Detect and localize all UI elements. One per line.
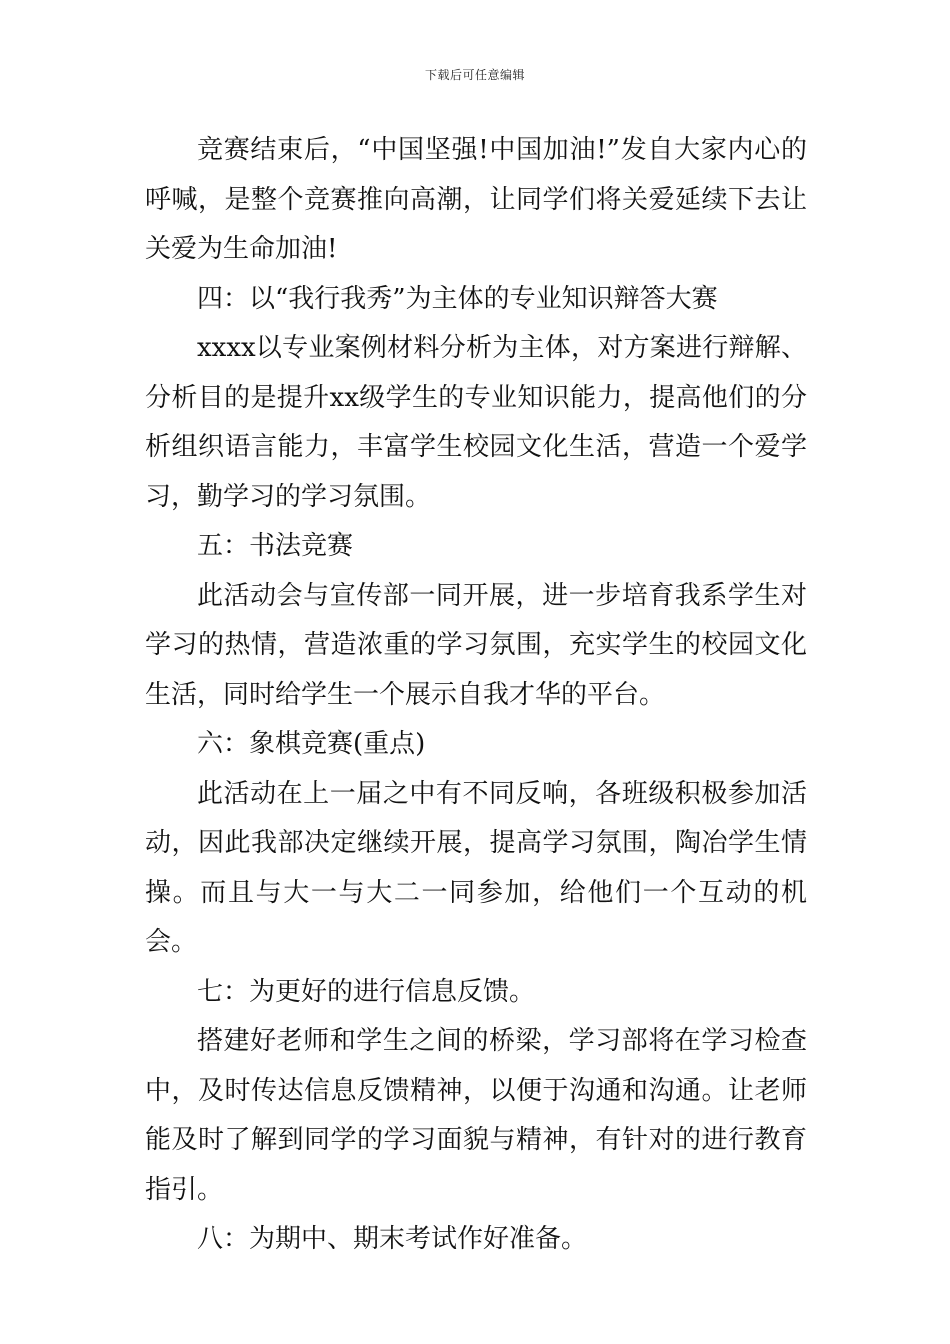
section-heading-6: 六：象棋竞赛(重点) xyxy=(197,729,426,759)
section-heading-5: 五：书法竞赛 xyxy=(197,531,354,561)
document-body xyxy=(145,126,807,1265)
paragraph-debate-contest: xxxx以专业案例材料分析为主体，对方案进行辩解、分析目的是提升xx级学生的专业知识能力，提高他们的分析组织语言能力，丰富学生校园文化生活，营造一个爱学习，勤学习的学习氛围。 xyxy=(145,333,807,512)
paragraph-feedback: 搭建好老师和学生之间的桥梁，学习部将在学习检查中，及时传达信息反馈精神，以便于沟通和沟通。让老师能及时了解到同学的学习面貌与精神，有针对的进行教育指引。 xyxy=(145,1026,807,1205)
section-heading-4: 四：以“我行我秀”为主体的专业知识辩答大赛 xyxy=(197,283,718,314)
section-heading-8: 八：为期中、期末考试作好准备。 xyxy=(197,1224,588,1254)
paragraph-competition-end: 竞赛结束后，“中国坚强!中国加油!”发自大家内心的呼喊，是整个竞赛推向高潮，让同学们将关爱延续下去让关爱为生命加油! xyxy=(145,135,807,264)
section-heading-7: 七：为更好的进行信息反馈。 xyxy=(197,976,536,1007)
paragraph-chess: 此活动在上一届之中有不同反响，各班级积极参加活动，因此我部决定继续开展，提高学习氛围，陶冶学生情操。而且与大一与大二一同参加，给他们一个互动的机会。 xyxy=(145,778,807,957)
page-header: 下载后可任意编辑 xyxy=(424,68,525,82)
paragraph-calligraphy: 此活动会与宣传部一同开展，进一步培育我系学生对学习的热情，营造浓重的学习氛围，充实学生的校园文化生活，同时给学生一个展示自我才华的平台。 xyxy=(145,580,807,710)
